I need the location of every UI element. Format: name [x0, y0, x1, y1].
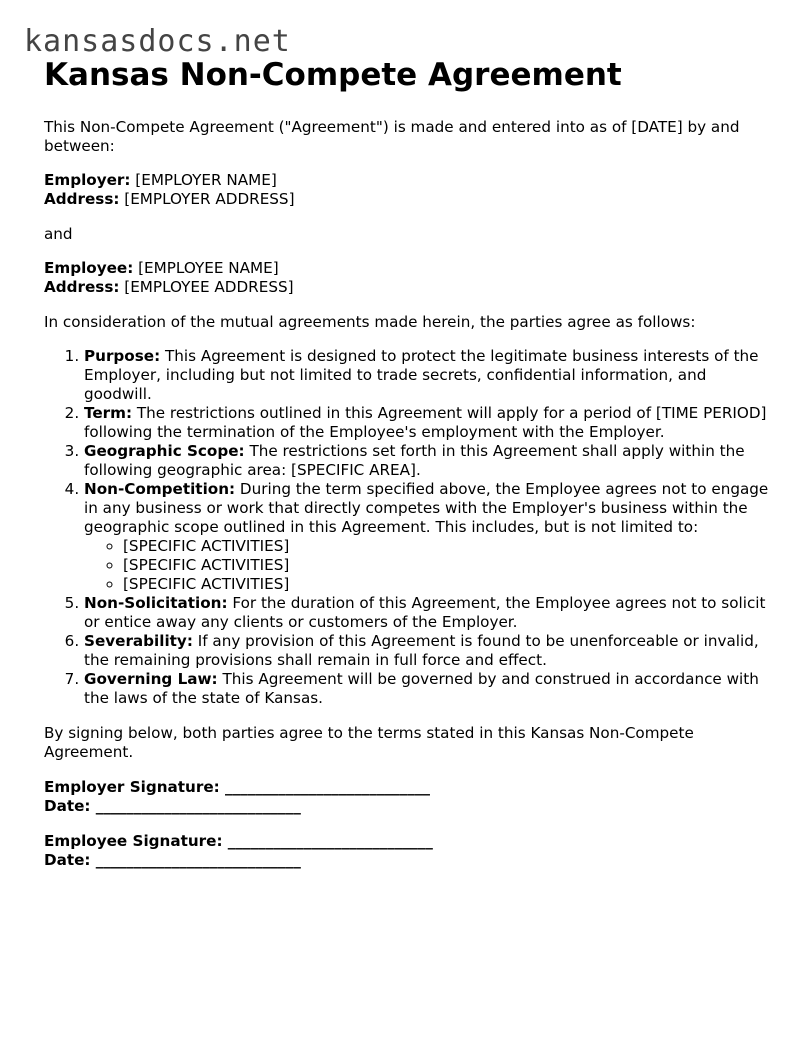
terms-list — [44, 347, 774, 708]
term-non-solicitation — [84, 594, 774, 632]
employee-address-value: [EMPLOYEE ADDRESS] — [119, 278, 294, 296]
term-text: During the term specified above, the Employee agrees not to engage in any business or work that directly competes with the Employer's business within the geographic scope outlined in this Agreement. This includes, but is not limited to: — [84, 480, 769, 536]
employer-signature-line: Employer Signature: ___________________________ — [44, 778, 431, 796]
term-label: Governing Law: — [84, 670, 218, 688]
term-label: Severability: — [84, 632, 193, 650]
term-term — [84, 404, 774, 442]
term-geographic-scope — [84, 442, 774, 480]
employer-address-label: Address: — [44, 190, 120, 208]
employer-block — [44, 171, 774, 209]
term-text: This Agreement is designed to protect the legitimate business interests of the Employer, including but not limited to trade secrets, confidential information, and goodwill. — [84, 347, 759, 403]
activities-list — [84, 537, 774, 594]
term-label: Term: — [84, 404, 133, 422]
term-text: The restrictions set forth in this Agreement shall apply within the following geographic area: [SPECIFIC AREA]. — [84, 442, 745, 479]
activity-item: ◦ [SPECIFIC ACTIVITIES] — [123, 537, 774, 556]
term-text: This Agreement will be governed by and construed in accordance with the laws of the state of Kansas. — [84, 670, 759, 707]
employer-name-value: [EMPLOYER NAME] — [130, 171, 277, 189]
employee-date-line: Date: ___________________________ — [44, 851, 301, 869]
site-watermark: kansasdocs.net — [24, 24, 291, 59]
employer-name-label: Employer: — [44, 171, 131, 189]
consideration-paragraph: In consideration of the mutual agreements made herein, the parties agree as follows: — [44, 313, 696, 331]
term-governing-law — [84, 670, 774, 708]
term-label: Geographic Scope: — [84, 442, 245, 460]
employee-address-line — [44, 278, 774, 297]
term-label: Non-Competition: — [84, 480, 236, 498]
employer-signature-block — [44, 778, 774, 816]
term-text: For the duration of this Agreement, the Employee agrees not to solicit or entice away any clients or customers of the Employer. — [84, 594, 766, 631]
employee-name-line — [44, 259, 774, 278]
term-label: Purpose: — [84, 347, 161, 365]
document-title: Kansas Non-Compete Agreement — [44, 57, 622, 93]
employee-block — [44, 259, 774, 297]
employee-signature-block — [44, 832, 774, 870]
and-text: and — [44, 225, 73, 243]
closing-paragraph: By signing below, both parties agree to the terms stated in this Kansas Non-Compete Agreement. — [44, 724, 694, 761]
employer-date-line: Date: ___________________________ — [44, 797, 301, 815]
term-severability — [84, 632, 774, 670]
term-label: Non-Solicitation: — [84, 594, 228, 612]
employer-address-value: [EMPLOYER ADDRESS] — [119, 190, 295, 208]
employee-address-label: Address: — [44, 278, 120, 296]
term-non-competition — [84, 480, 774, 594]
term-text: If any provision of this Agreement is found to be unenforceable or invalid, the remaining provisions shall remain in full force and effect. — [84, 632, 759, 669]
term-purpose — [84, 347, 774, 404]
activity-item: ◦ [SPECIFIC ACTIVITIES] — [123, 556, 774, 575]
employee-name-label: Employee: — [44, 259, 134, 277]
activity-item: ◦ [SPECIFIC ACTIVITIES] — [123, 575, 774, 594]
employer-name-line — [44, 171, 774, 190]
term-text: The restrictions outlined in this Agreement will apply for a period of [TIME PERIOD] following the termination of the Employee's employment with the Employer. — [84, 404, 767, 441]
employee-name-value: [EMPLOYEE NAME] — [133, 259, 279, 277]
employer-address-line — [44, 190, 774, 209]
intro-paragraph: This Non-Compete Agreement ("Agreement") is made and entered into as of [DATE] by and between: — [44, 118, 740, 155]
employee-signature-line: Employee Signature: ___________________________ — [44, 832, 433, 850]
document-body — [44, 55, 774, 870]
